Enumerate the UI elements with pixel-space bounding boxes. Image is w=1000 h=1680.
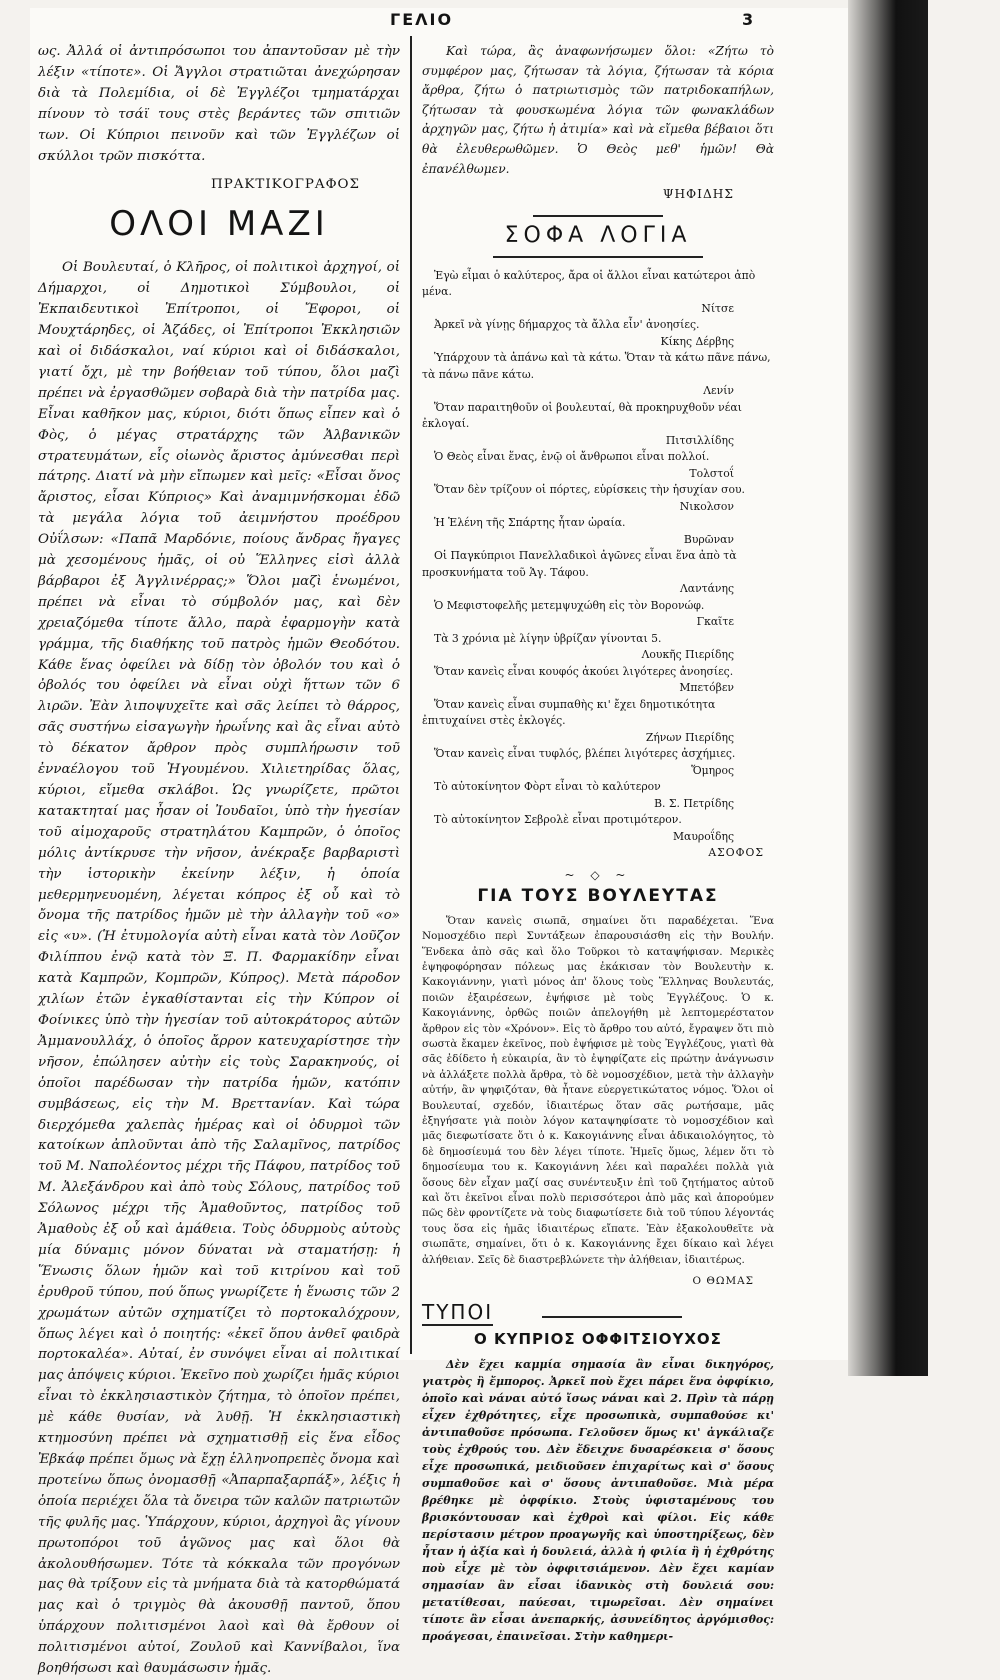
quote-author: Πιτσιλλίδης [665, 433, 734, 447]
quote-text: Τὸ αὐτοκίνητον Σεβρολὲ εἶναι προτιμότερον. [434, 813, 682, 827]
quote-author: Ζήνων Πιερίδης [645, 730, 734, 744]
quote-text: Ὅταν κανεὶς εἶναι συμπαθὴς κι' ἔχει δημοτικότητα ἐπιτυχαίνει στὲς ἐκλογές. [422, 697, 716, 728]
quote-text: Τὸ αὐτοκίνητον Φὸρτ εἶναι τὸ καλύτερον [434, 780, 661, 794]
article-title-oloi-mazi: ΟΛΟΙ ΜΑΖΙ [109, 204, 329, 245]
ornament-divider: ~ ◇ ~ [564, 867, 632, 882]
quote-text: Ὁ Θεὸς εἶναι ἕνας, ἐνῷ οἱ ἄνθρωποι εἶναι πολλοί. [434, 450, 710, 464]
scan-margin [928, 0, 1000, 1376]
quote-text: Ἐγὼ εἶμαι ὁ καλύτερος, ἄρα οἱ ἄλλοι εἶναι κατώτεροι ἀπὸ μένα. [422, 268, 756, 299]
quote-text: Ὅταν δὲν τρίζουν οἱ πόρτες, εὑρίσκεις τὴν ἡσυχίαν σου. [434, 483, 745, 497]
quotes-list [422, 268, 774, 862]
quote-author: Νικολσον [679, 499, 734, 513]
quote-text: Τὰ 3 χρόνια μὲ λίγην ὑβρίζαν γίνονται 5. [434, 631, 662, 645]
article-body-kyprios: Δὲν ἔχει καμμία σημασία ἂν εἶναι δικηγόρος, γιατρὸς ἢ ἔμπορος. Ἀρκεῖ ποὺ ἔχει πάρει ἕνα ὀφφίκιο, ὁποῖο καὶ νάναι αὐτό ἴσως νάναι καὶ 2. Πρὶν τὰ πάρῃ εἶχεν ἐχθρότητες, εἶχε προσωπικὰ, συμπαθούσε κι' ἀντιπαθοῦσε πρόσωπα. Γελοῦσεν ὅμως κι' ἀγκάλιαζε τοὺς ἐχθρούς του. Δὲν ἔδειχνε δυσαρέσκεια σ' ὅσους εἶχε προσωπικά, μειδιοῦσεν ἐπιχαρίτως καὶ σ' ὅσους συμπαθοῦσε καὶ σ' ὅσους ἀντιπαθοῦσε. Μιὰ μέρα βρέθηκε μὲ ὀφφίκιο. Στοὺς ὑφισταμένους του βρισκόντουσαν καὶ ἐχθροὶ καὶ φίλοι. Εἰς κάθε περίστασιν μέτρον προαγωγῆς καὶ ὑποστηρίξεως, δὲν ἦταν ἡ ἀξία καὶ ἡ δουλειά, ἀλλὰ ἡ φιλία ἢ ἡ ἐχθρότης ποὺ εἶχε μὲ τὸν ὀφφιτσιάμενον. Δὲν ἔχει καμίαν σημασίαν ἂν εἶσαι ἱδανικὸς στὴ δουλειά σου: μετατίθεσαι, παύεσαι, τιμωρεῖσαι. Δὲν σημαίνει τίποτε ἂν εἶσαι ἀνεπαρκής, ἀσυνείδητος ἀργόμισθος: προάγεσαι, ἐπαινεῖσαι. Στὴν καθημερι- [422, 1357, 774, 1643]
right-intro-paragraph: Καὶ τώρα, ἂς ἀναφωνήσωμεν ὅλοι: «Ζήτω τὸ συμφέρον μας, ζήτωσαν τὰ λόγια, ζήτωσαν τὰ κόρια ἄρθρα, ζήτω ὁ πατριωτισμὸς τῶν πατριδοκαπήλων, ζήτωσαν τὰ φουσκωμένα λόγια τῶν φωνακλάδων ἀρχηγῶν μας, ζήτω ἡ ἀτιμία» καὶ νὰ εἴμεθα βέβαιοι ὅτι θὰ ἐλευθερωθῶμεν. Ὁ Θεὸς μεθ' ἡμῶν! Θὰ ἐπανέλθωμεν. [422, 44, 774, 176]
section-title-sofa-logia: ΣΟΦΑ ΛΟΓΙΑ [504, 222, 692, 248]
left-intro-signature: ΠΡΑΚΤΙΚΟΓΡΑΦΟΣ [211, 177, 360, 193]
quote-text: Ἀρκεῖ νὰ γίνῃς δήμαρχος τὰ ἄλλα εἶν' ἀνοησίες. [434, 318, 700, 332]
left-intro-paragraph: ως. Ἀλλά οἱ ἀντιπρόσωποι του ἀπαντοῦσαν μὲ τὴν λέξιν «τίποτε». Οἱ Ἄγγλοι στρατιῶται ἀνεχώρησαν διὰ τὰ Πολεμίδια, οἱ δὲ Ἐγγλέζοι τμηματάρχαι πίνουν τὸ τσάϊ τους στὲς βεράντες τῶν σπιτιῶν των. Οἱ Κύπριοι πεινοῦν καὶ τῶν Ἐγγλέζων οἱ σκύλλοι τρῶν πισκόττα. [38, 44, 400, 164]
column-divider [410, 36, 412, 1354]
scan-shadow [848, 0, 928, 1376]
right-intro-signature: ΨΗΦΙΔΗΣ [662, 187, 734, 202]
typoi-rule [542, 1316, 682, 1318]
quote-text: Ὅταν παραιτηθοῦν οἱ βουλευταί, θὰ προκηρυχθοῦν νέαι ἐκλογαί. [422, 400, 742, 431]
section-label-typoi: ΤΥΠΟΙ [422, 1299, 494, 1324]
quote-author: Νίτσε [701, 301, 734, 315]
quote-author: Κίκης Δέρβης [660, 334, 734, 348]
quote-author: Γκαῖτε [696, 615, 734, 629]
quote-author: Βυρῶναν [683, 532, 734, 546]
section-underline [493, 256, 703, 258]
quote-author: Λαντάνης [680, 582, 734, 596]
section-title-kyprios: Ο ΚΥΠΡΙΟΣ ΟΦΦΙΤΣΙΟΥΧΟΣ [474, 1329, 722, 1348]
quote-author: Μαυροΐδης [672, 829, 734, 843]
quote-author: Μπετόβεν [679, 681, 734, 695]
quote-text: Ὁ Μεφιστοφελῆς μετεμψυχώθη εἰς τὸν Βορονώφ. [434, 598, 705, 612]
quotes-signature: ΑΣΟΦΟΣ [708, 846, 764, 860]
section-rule [533, 215, 663, 217]
right-column [422, 42, 774, 1643]
quote-author: Ὅμηρος [691, 763, 734, 777]
quote-text: Ὑπάρχουν τὰ ἀπάνω καὶ τὰ κάτω. Ὅταν τὰ κάτω πᾶνε πάνω, τὰ πάνω πᾶνε κάτω. [422, 351, 771, 381]
quote-text: Ὅταν κανεὶς εἶναι κουφός ἀκούει λιγότερες ἀνοησίες. [434, 664, 734, 678]
quote-text: Ὅταν κανεὶς εἶναι τυφλός, βλέπει λιγότερες ἀσχήμιες. [434, 747, 736, 761]
page-number: 3 [742, 10, 754, 29]
quote-author: Λουκῆς Πιερίδης [641, 648, 734, 662]
quote-text: Ἡ Ἑλένη τῆς Σπάρτης ἦταν ὡραία. [434, 516, 626, 530]
left-column [38, 42, 400, 1677]
quote-author: Λενίν [703, 384, 734, 398]
voulevtas-signature: Ο ΘΩΜΑΣ [692, 1275, 754, 1288]
quote-author: Β. Σ. Πετρίδης [654, 796, 734, 810]
article-body-oloi-mazi: Οἱ Βουλευταί, ὁ Κλῆρος, οἱ πολιτικοὶ ἀρχηγοί, οἱ Δήμαρχοι, οἱ Δημοτικοὶ Σύμβουλοι, οἱ Ἐκπαιδευτικοὶ Ἐπίτροποι, οἱ Ἔφοροι, οἱ Μουχτάρηδες, οἱ Ἀζάδες, οἱ Ἐπίτροποι Ἐκκλησιῶν καὶ οἱ διδάσκαλοι, ναί κύριοι καὶ οἱ διδάσκαλοι, γιατί ὄχι, μὲ την βοήθειαν τοῦ τύπου, ὅλοι μαζὶ πρέπει νὰ ἐργασθῶμεν σοβαρὰ διὰ τὴν πατρίδα μας. Εἶναι καθῆκον μας, κύριοι, διότι ὅπως εἶπεν καὶ ὁ Φὸς, ὁ μέγας στρατάρχης τῶν Ἀλβανικῶν στρατευμάτων, εἷς οἰωνὸς ἄριστος ἀμύνεσθαι περὶ πάτρης. Διατί νὰ μὴν εἴπωμεν καὶ μεῖς: «Εἶσαι ὄνος ἄριστος, εἶσαι Κύπριος» Καὶ ἀναμιμνήσκομαι ἐδῶ τὰ μεγάλα λόγια τοῦ ἀειμνήστου προέδρου Οὐΐλσων: «Παπᾶ Μαρδόνιε, ποίους ἄνδρας ἤγαγες μὰ χεσομένους ἡμᾶς, οἱ οὐ Ἕλληνες εἰσὶ ἀλλὰ βάρβαροι ἐξ Ἀγγλινέρρας;» Ὅλοι μαζὶ ἑνωμένοι, πρέπει νὰ εἶναι τὸ σύμβολόν μας, καὶ δὲν χρειαζόμεθα τίποτε ἄλλο, παρὰ ἐφαρμογὴν κατὰ γράμμα, τῆς διαθήκης τοῦ πατρὸς ἡμῶν Θεοδότου. Κάθε ἕνας ὀφείλει νὰ δίδῃ τὸν ὀβολόν του καὶ ὁ ὀβολός του ὀφείλει νὰ εἶναι οὐχὶ ἥττων τῶν 6 λιρῶν. Ἐὰν λιποψυχεῖτε καὶ σᾶς λείπει τὸ θάρρος, σᾶς συστήνω εἰσαγωγὴν ἠρωΐνης καὶ ἂς εἶναι αὐτὸ τὸ δέκατον ἄρθρον πρὸς συμπλήρωσιν τοῦ ἐνναέλογου τοῦ Ἡγουμένου. Χιλιετηρίδας ὅλας, κύριοι, εἴμεθα σκλάβοι. Ὡς γνωρίζετε, πρῶτοι κατακτηταί μας ἦσαν οἱ Ἰουδαῖοι, ὑπὸ τὴν ἡγεσίαν τοῦ αἱμοχαροῦς στρατηλάτου Καμπρῶν, ὁ ὁποῖος μόλις ἀντίκρυσε τὴν νῆσον, ἀνέκραξε βαρβαριστὶ τὴν ἱστορικὴν ἐκείνην λέξιν, ἡ ὁποία μεθερμηνευομένη, λέγεται κόπρος ἐξ οὗ καὶ τὸ ὄνομα τῆς πατρίδος ἡμῶν μὲ τὴν ἀλλαγὴν τοῦ «ο» εἰς «υ». (Ἡ ἐτυμολογία αὐτὴ εἶναι κατὰ τὸν Λοῦζον Φιλίππου ἐνῷ κατὰ τὸν Ξ. Π. Φαρμακίδην εἶναι κατὰ Καμπρῶν, Κομπρῶν, Κύπρος). Μετὰ πάροδον χιλίων ἐτῶν ἐγκαθίστανται εἰς τὴν Κύπρον οἱ Φοίνικες ὑπὸ τὴν ἡγεσίαν τοῦ αὐτοκράτορος αὐτῶν Ἀμμανουλλάχ, ὁ ὁποῖος ἄρρον κατευχαρίστησε τὴν νῆσον, ἐπώλησεν αὐτὴν εἰς τοὺς Σαρακηνούς, οἱ ὁποῖοι παρέδωσαν τὴν πατρίδα ἡμῶν, κατόπιν συμβάσεως, εἰς τὴν Μ. Βρεττανίαν. Καὶ τώρα διερχόμεθα χαλεπὰς ἡμέρας καὶ οἱ ὀδυρμοὶ τῶν κατοίκων ἀπλοῦνται ἀπὸ τῆς Σαλαμῖνος, πατρίδος τοῦ Μ. Ναπολέοντος μέχρι τῆς Πάφου, πατρίδος τοῦ Μ. Ἀλεξάνδρου καὶ ἀπὸ τοὺς Σόλους, πατρίδος τοῦ Σόλωνος μέχρι τῆς Ἀμαθοῦντος, πατρίδος τοῦ Ἀμαθοὺς ἐξ οὗ καὶ ἀμάθεια. Τοὺς ὀδυρμοὺς αὐτοὺς μία δύναμις μόνον δύναται νὰ σταματήσῃ: ἡ Ἕνωσις ὅλων ἡμῶν καὶ τοῦ κιτρίνου καὶ τοῦ ἐρυθροῦ τύπου, πού ὅπως γνωρίζετε ἡ ἕνωσις τῶν 2 χρωμάτων αὐτῶν σχηματίζει τὸ πορτοκαλόχρουν, ὅπως λέγει καὶ ὁ ποιητής: «ἐκεῖ ὅπου ἀνθεῖ φαιδρὰ πορτοκαλέα». Αὐταί, ἐν συνόψει εἶναι αἱ πολιτικαί μας ἀπόψεις κύριοι. Ἐκεῖνο ποὺ χωρίζει ἡμᾶς κύριοι εἶναι τὸ ἐκκλησιαστικὸν ζήτημα, τὸ ὁποῖον πρέπει, μὲ κάθε θυσίαν, νὰ λυθῇ. Ἡ ἐκκλησιαστικὴ κτημοσύνη πρέπει νὰ σχηματισθῇ εἰς ἕνα εἶδος Ἐβκάφ πρέπει ὅμως νὰ ἔχῃ ἑλληνοπρεπὲς ὄνομα καὶ προτείνω ὅπως ὀνομασθῇ «Ἀπαρπαξαρπάξ», λέξις ἡ ὁποία περιέχει ὅλα τὰ ὄνειρα τῶν καλῶν πατριωτῶν τῆς φυλῆς μας. Ὑπάρχουν, κύριοι, ἀρχηγοὶ ἂς γίνουν πρωτοπόροι τοῦ ἀγῶνος μας καὶ ὅλοι θὰ ἀκολουθήσωμεν. Τότε τὰ κόκκαλα τῶν προγόνων μας θὰ τρίξουν εἰς τὰ μνήματα διὰ τὰ κατορθώματά μας καὶ ὁ τριγμὸς θὰ ἀκουσθῇ παντοῦ, ὅπου ὑπάρχουν πολιτισμένοι λαοὶ καὶ θὰ ἔρθουν οἱ πολιτισμένοι αὐτοί, Ζουλοῦ καὶ Καννίβαλοι, ἵνα βοηθήσωσι καὶ θαυμάσωσιν ἡμᾶς. [38, 260, 400, 1677]
quote-text: Οἱ Παγκύπριοι Πανελλαδικοὶ ἀγῶνες εἶναι ἕνα ἀπὸ τὰ προσκυνήματα τοῦ Ἁγ. Τάφου. [422, 549, 737, 579]
quote-author: Τολστοΐ [689, 466, 734, 480]
section-title-voulevtas: ΓΙΑ ΤΟΥΣ ΒΟΥΛΕΥΤΑΣ [477, 885, 719, 906]
newspaper-name: ΓΕΛΙΟ [390, 10, 454, 29]
masthead [30, 10, 840, 32]
article-body-voulevtas: Ὅταν κανεὶς σιωπᾶ, σημαίνει ὅτι παραδέχεται. Ἕνα Νομοσχέδιο περὶ Συντάξεων ἐπαρουσιάσθη εἰς τὴν Βουλήν. Ἕνδεκα ἀπὸ σᾶς καὶ ὅλο Τοῦρκοι τὸ καταψήφισαν. Μερικὲς ἐψηφοφόρησαν πόλεως μας ἐκάκισαν τὸν Βουλευτὴν κ. Κακογιάννην, γιατὶ μόνος ἀπ' ὅλους τοὺς Ἕλληνας Βουλευτάς, ποιῶν ἐξαιρέσεων, ἐψήφισε μὲ τοὺς Ἐγγλέζους. Ὁ κ. Κακογιάννης, ὀρθῶς ποιῶν ἀπελογήθη μὲ λεπτομερέστατον ἄρθρον εἰς τὸν «Χρόνον». Εἰς τὸ ἄρθρο του αὐτό, ἔγραψεν ὅτι πιὸ σωστὰ ἔκαμεν ἐκεῖνος, ποὺ ἐψήφισε μὲ τοὺς Ἐγγλέζους, γιατὶ θὰ σᾶς ἐδίδετο ἡ εὐκαιρία, ἂν τὸ ἐψηφίζατε εἰς πρώτην ἀνάγνωσιν νὰ ἀλλάξετε πολλὰ ἄρθρα, τὸ δὲ νομοσχέδιον, μετὰ τὴν ἀλλαγὴν αὐτήν, ἂν ψηφιζόταν, θὰ ἦτανε εὐεργετικώτατος νόμος. Ὅλοι οἱ Βουλευταί, σχεδόν, ἰδιαιτέρως ὅταν σᾶς ρωτήσαμε, μᾶς ἐξηγήσατε γιὰ ποιὸν λόγον καταψηφίσατε τὸ νομοσχέδιον καὶ μᾶς διεφωτίσατε ὅτι ὁ κ. Κακογιάννης εἶναι ἀδικαιολόγητος, τὸ δὲ δημοσίευμά του δὲν λέγει τίποτε. Ἡμεῖς ὅμως, λέμεν ὅτι τὸ δημοσίευμα του κ. Κακογιάννη λέει καὶ παραλέει πολλὰ γιὰ ὅσους δὲν εἶχαν μαζί σας συνέντευξιν ἐπὶ τοῦ ζητήματος αὐτοῦ καὶ ὅτι ἐκεῖνοι εἶναι πολὺ περισσότεροι ἀπὸ μᾶς καὶ ἀπορούμεν πῶς δὲν φροντίζετε νὰ τοὺς διαφωτίσετε διὰ τοῦ τύπου λέγοντάς τους ὅσα εἰς ἡμᾶς ἰδιαιτέρως εἴπατε. Ἐὰν ἐξακολουθεῖτε νὰ σιωπᾶτε, σημαίνει, ὅτι ὁ κ. Κακογιάννης ἔχει δίκαιο καὶ λέγει ἀλήθειαν. Σεῖς δὲ διαστρεβλώνετε τὴν ἀλήθειαν, ἰδιαιτέρως. [422, 914, 774, 1266]
